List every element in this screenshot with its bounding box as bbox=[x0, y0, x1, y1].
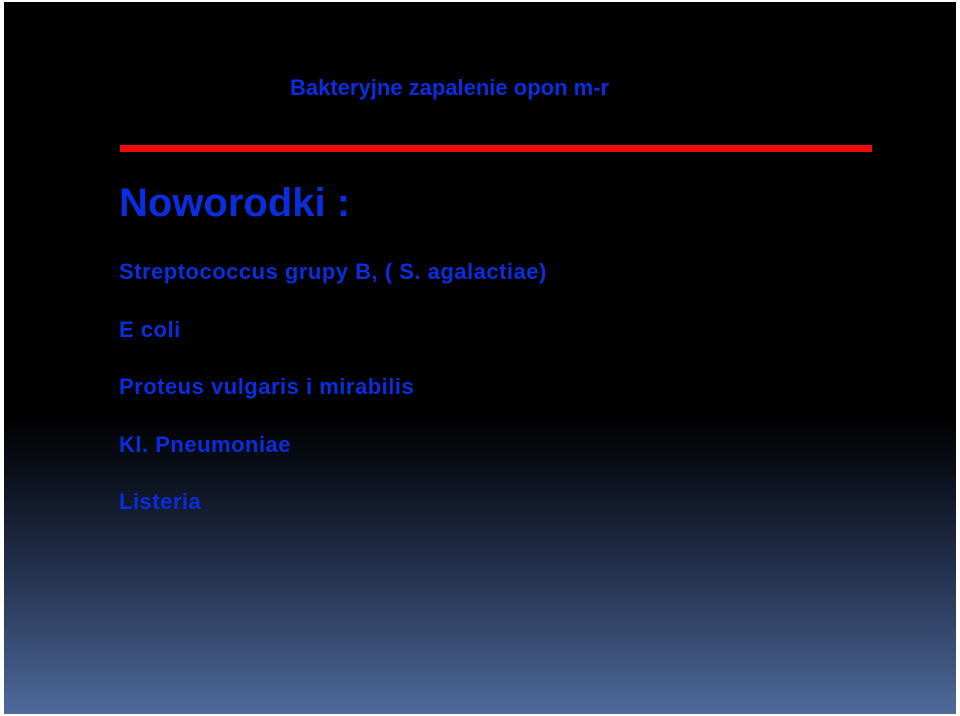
list-item: Streptococcus grupy B, ( S. agalactiae) bbox=[119, 259, 547, 284]
bacteria-list bbox=[119, 254, 547, 542]
slide-title: Bakteryjne zapalenie opon m-r bbox=[290, 75, 610, 100]
list-item: E coli bbox=[119, 316, 181, 342]
list-item: Kl. Pneumoniae bbox=[119, 431, 292, 457]
slide bbox=[4, 2, 956, 714]
list-item: Proteus vulgaris i mirabilis bbox=[119, 374, 415, 400]
list-item: Listeria bbox=[119, 489, 202, 515]
section-heading: Noworodki : bbox=[119, 181, 351, 225]
title-divider bbox=[120, 145, 872, 152]
